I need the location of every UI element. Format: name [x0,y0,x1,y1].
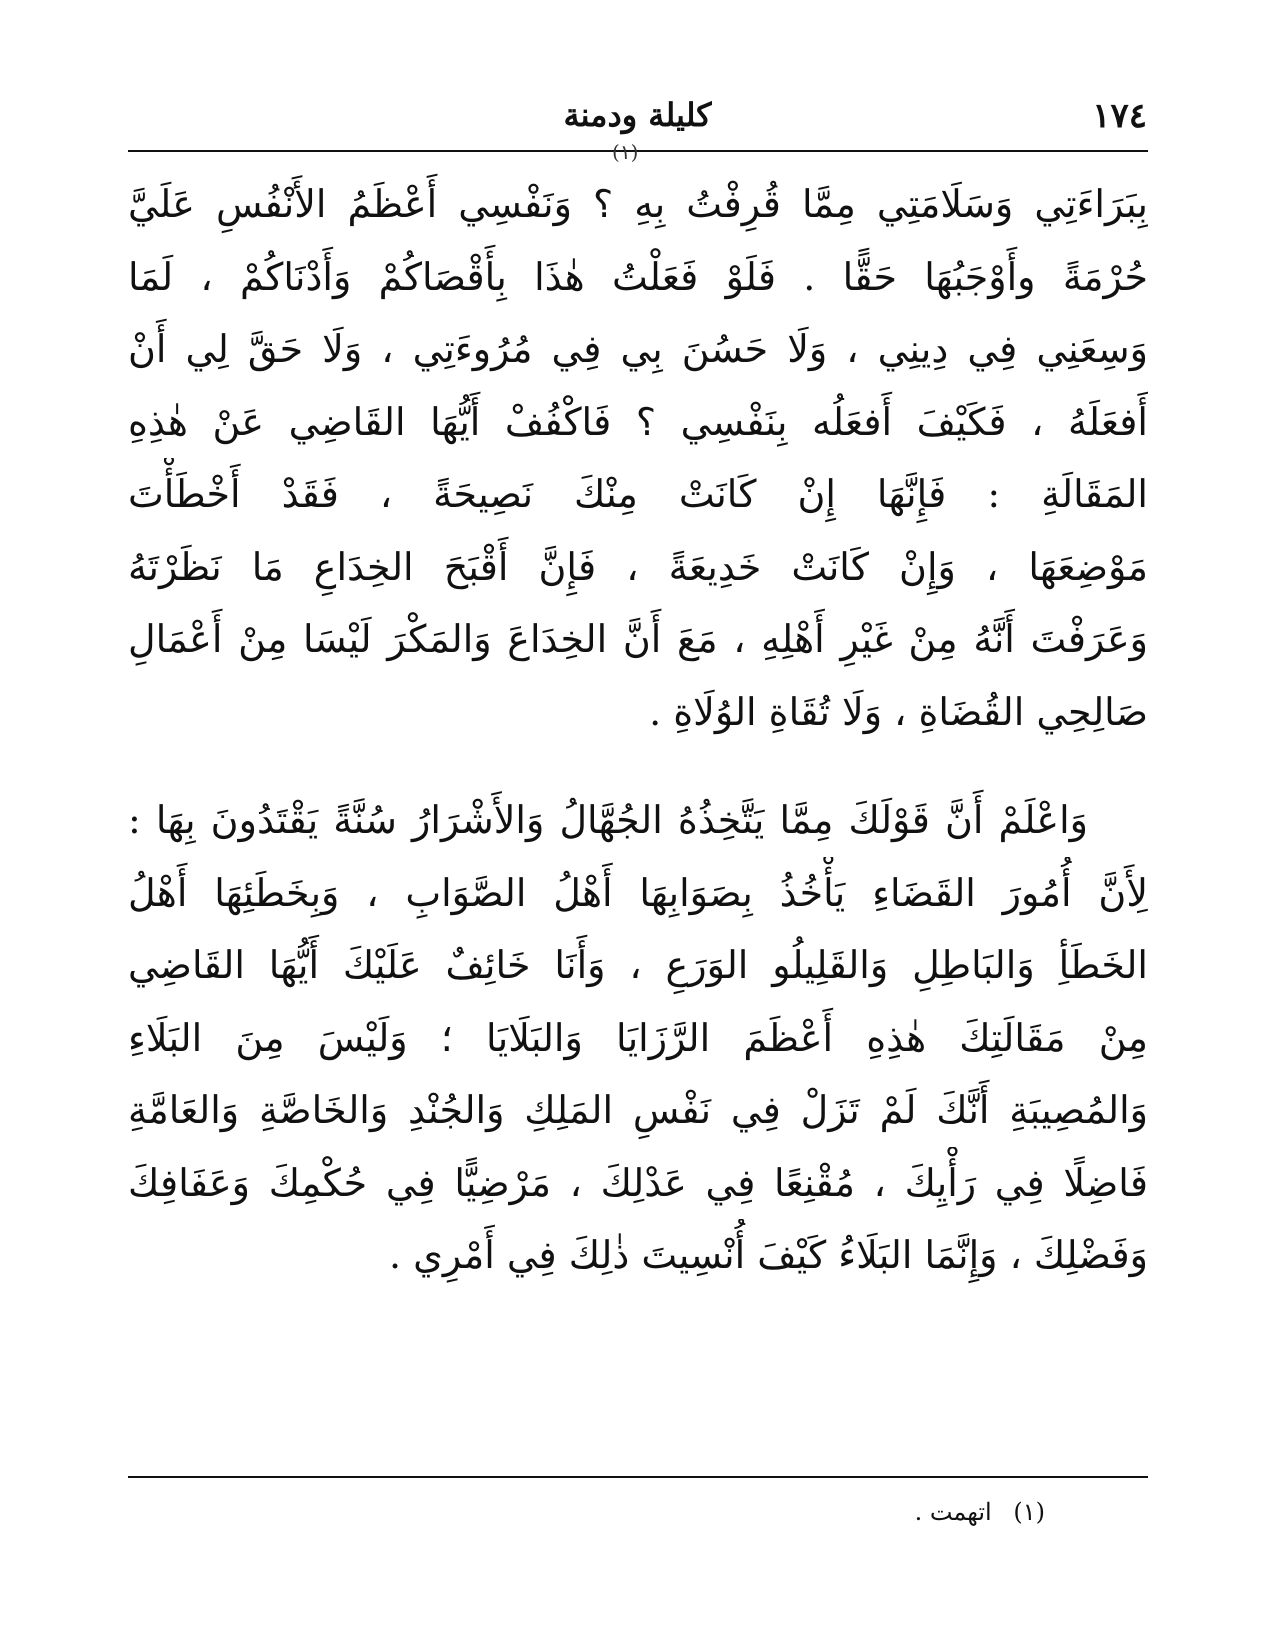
footnote-text: اتهمت . [914,1498,992,1526]
text-line: صَالِحِي القُضَاةِ ، وَلَا تُقَاةِ الوُلَاةِ . [649,689,1148,734]
paragraph-gap [128,748,1148,784]
paragraph-2 [128,784,1148,1292]
text-line: مَوْضِعَهَا ، وَإِنْ كَانَتْ خَدِيعَةً ، فَإِنَّ أَقْبَحَ الخِدَاعِ مَا نَظَرْتَهُ [128,544,1148,589]
text-line: الخَطَأِ وَالبَاطِلِ وَالقَلِيلُو الوَرَعِ ، وَأَنَا خَائِفٌ عَلَيْكَ أَيُّهَا القَاضِي [128,943,1148,987]
text-line: بِبَرَاءَتِي وَسَلَامَتِي مِمَّا قُرِفْتُ بِهِ ؟ وَنَفْسِي أَعْظَمُ الأَنْفُسِ عَلَيَّ [128,182,1148,226]
footnote-marker: (١) [1013,1498,1045,1526]
footnote-reference-marker: (١) [612,140,639,164]
text-line: وَعَرَفْتَ أَنَّهُ مِنْ غَيْرِ أَهْلِهِ ، مَعَ أَنَّ الخِدَاعَ وَالمَكْرَ لَيْسَا مِنْ أَعْمَالِ [128,617,1148,661]
text-line: المَقَالَةِ : فَإِنَّهَا إِنْ كَانَتْ مِنْكَ نَصِيحَةً ، فَقَدْ أَخْطَأْتَ [128,472,1148,516]
footnote-rule [128,1476,1148,1478]
text-line: لِأَنَّ أُمُورَ القَضَاءِ يَأْخُذُ بِصَوَابِهَا أَهْلُ الصَّوَابِ ، وَبِخَطَئِهَا أَهْلُ [128,870,1148,915]
body-text [128,168,1148,1292]
text-line: حُرْمَةً وأَوْجَبُهَا حَقًّا . فَلَوْ فَعَلْتُ هٰذَا بِأَقْصَاكُمْ وَأَدْنَاكُمْ ، لَمَا [128,254,1148,299]
text-line: مِنْ مَقَالَتِكَ هٰذِهِ أَعْظَمَ الرَّزَايَا وَالبَلَايَا ؛ وَلَيْسَ مِنَ البَلَاءِ [128,1015,1148,1060]
text-line: وَالمُصِيبَةِ أَنَّكَ لَمْ تَزَلْ فِي نَفْسِ المَلِكِ وَالجُنْدِ وَالخَاصَّةِ وَالعَامَّةِ [128,1088,1148,1132]
paragraph-1 [128,168,1148,748]
book-title: كليلة ودمنة [563,96,712,134]
footnote [915,1498,1045,1526]
text-line: وَفَضْلِكَ ، وَإِنَّمَا البَلَاءُ كَيْفَ أُنْسِيتَ ذٰلِكَ فِي أَمْرِي . [389,1233,1148,1277]
text-line: أَفعَلَهُ ، فَكَيْفَ أَفعَلُه بِنَفْسِي ؟ فَاكْفُفْ أَيُّهَا القَاضِي عَنْ هٰذِهِ [128,399,1148,444]
text-line: وَسِعَنِي فِي دِينِي ، وَلَا حَسُنَ بِي فِي مُرُوءَتِي ، وَلَا حَقَّ لِي أَنْ [128,327,1148,371]
text-line: وَاعْلَمْ أَنَّ قَوْلَكَ مِمَّا يَتَّخِذُهُ الجُهَّالُ وَالأَشْرَارُ سُنَّةً يَقْتَدُونَ بِهَا : [128,798,1088,842]
text-line: فَاضِلًا فِي رَأْيِكَ ، مُقْنِعًا فِي عَدْلِكَ ، مَرْضِيًّا فِي حُكْمِكَ وَعَفَافِكَ [128,1160,1148,1205]
page-number: ١٧٤ [1092,96,1147,136]
